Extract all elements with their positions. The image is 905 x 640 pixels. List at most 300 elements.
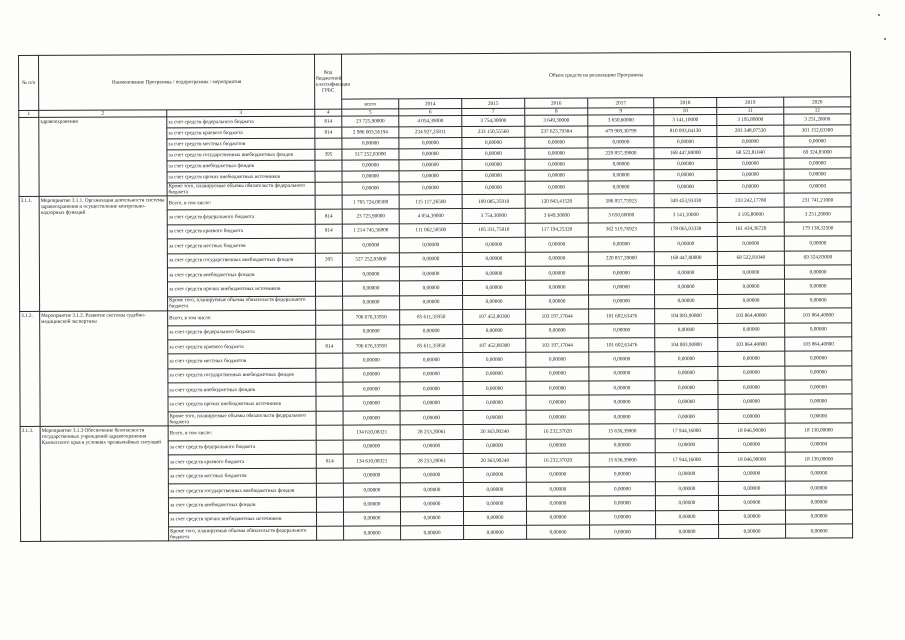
header-year: 2017 [588, 98, 654, 108]
value-year: 233 242,17780 [717, 193, 784, 208]
funding-source: за счет средств государственных внебюджетных фондов [167, 253, 315, 268]
value-year: 69 324,83000 [784, 250, 851, 265]
value-year: 0,00000 [717, 180, 784, 193]
value-year: 105 331,75910 [462, 223, 525, 238]
header-year: 2014 [399, 99, 462, 109]
item-name: Мероприятие 3.1.3 Обеспечение безопасности государственных учреждений здравоохранения Камчатского края в условиях чрезвычайных ситуаций [40, 426, 169, 542]
value-year: 0,00000 [785, 495, 852, 510]
value-year: 0,00000 [588, 137, 654, 148]
value-year: 0,00000 [589, 294, 655, 309]
value-year: 0,00000 [526, 410, 589, 425]
funding-source: за счет средств местных бюджетов [167, 138, 315, 150]
value-year: 0,00000 [463, 468, 526, 483]
value-total: 706 676,33950 [343, 339, 400, 354]
value-year: 0,00000 [526, 496, 589, 511]
value-year: 0,00000 [400, 396, 463, 411]
funding-source: Кроме того, планируемые объемы обязательств федерального бюджета [169, 526, 317, 541]
grbs-code [316, 382, 343, 397]
funding-source: за счет средств внебюджетных фондов [168, 497, 316, 512]
value-year: 104 083,90800 [655, 309, 718, 324]
grbs-code [316, 368, 343, 383]
value-total: 0,00000 [343, 382, 400, 397]
value-year: 810 093,04130 [654, 125, 717, 136]
funding-source: за счет средств прочих внебюджетных источников [168, 397, 316, 412]
value-year: 0,00000 [589, 467, 655, 482]
value-year: 161 434,36720 [717, 222, 784, 237]
value-year: 0,00000 [399, 138, 462, 149]
value-year: 17 944,16000 [655, 424, 718, 439]
value-year: 0,00000 [463, 324, 526, 339]
value-year: 0,00000 [462, 148, 525, 159]
value-year: 0,00000 [717, 169, 784, 180]
scan-speck [884, 38, 886, 40]
value-year: 0,00000 [654, 158, 717, 169]
grbs-code: 814 [316, 454, 343, 469]
value-total: 1 765 724,00300 [342, 195, 399, 210]
funding-source: за счет средств государственных внебюджетных фондов [167, 149, 315, 161]
value-total: 0,00000 [343, 368, 400, 383]
value-year: 0,00000 [464, 525, 527, 540]
value-year: 0,00000 [463, 496, 526, 511]
value-total: 0,00000 [343, 296, 400, 311]
value-year: 0,00000 [718, 280, 785, 295]
value-year: 0,00000 [589, 496, 655, 511]
value-year: 0,00000 [463, 482, 526, 497]
value-year: 0,00000 [784, 169, 851, 180]
index-cell: 12 [784, 107, 851, 114]
funding-source: за счет средств краевого бюджета [167, 127, 315, 139]
value-year: 0,00000 [655, 280, 718, 295]
value-year: 0,00000 [655, 366, 718, 381]
value-year: 103 864,40800 [785, 337, 852, 352]
grbs-code [315, 171, 342, 182]
value-year: 120 843,41520 [525, 194, 588, 209]
index-cell: 1 [19, 110, 39, 117]
value-total: 517 252,83000 [342, 149, 399, 160]
value-year: 0,00000 [462, 137, 525, 148]
grbs-code [316, 325, 343, 340]
value-year: 0,00000 [589, 352, 655, 367]
value-year: 231 741,21000 [784, 193, 851, 208]
grbs-code: 814 [315, 116, 342, 127]
grbs-code [317, 526, 344, 541]
value-year: 68 522,81040 [717, 147, 784, 158]
grbs-code [316, 281, 343, 296]
value-year: 0,00000 [784, 236, 851, 251]
value-year: 0,00000 [399, 252, 462, 267]
value-year: 237 623,79384 [525, 126, 588, 137]
value-year: 3 251,20000 [784, 207, 851, 222]
value-year: 101 602,63476 [589, 309, 655, 324]
value-total: 0,00000 [343, 396, 400, 411]
value-year: 0,00000 [526, 352, 589, 367]
value-year: 0,00000 [525, 148, 588, 159]
funding-source: Всего, в том числе: [167, 195, 315, 210]
value-year: 0,00000 [462, 159, 525, 170]
value-year: 0,00000 [401, 526, 464, 541]
value-year: 0,00000 [718, 481, 785, 496]
value-year: 85 611,35950 [400, 310, 463, 325]
funding-source: за счет средств государственных внебюджетных фондов [168, 483, 316, 498]
value-total: 0,00000 [342, 238, 399, 253]
value-year: 0,00000 [785, 279, 852, 294]
value-total: 0,00000 [344, 526, 401, 541]
value-year: 0,00000 [785, 380, 852, 395]
value-year: 0,00000 [464, 511, 527, 526]
value-total: 0,00000 [343, 353, 400, 368]
value-year: 0,00000 [526, 439, 589, 454]
value-year: 0,00000 [400, 281, 463, 296]
value-year: 0,00000 [655, 438, 718, 453]
header-code: Код бюджетной классификации ГРБС [315, 54, 342, 109]
value-total: 706 676,33950 [343, 310, 400, 325]
value-year: 0,00000 [589, 410, 655, 425]
value-year: 0,00000 [655, 395, 718, 410]
value-year: 0,00000 [526, 467, 589, 482]
value-total: 134 610,08321 [343, 454, 400, 469]
budget-table [18, 51, 853, 542]
value-year: 0,00000 [462, 181, 525, 194]
value-year: 0,00000 [588, 170, 654, 181]
funding-source: за счет средств краевого бюджета [168, 454, 316, 469]
value-year: 0,00000 [718, 438, 785, 453]
value-year: 107 452,80300 [463, 309, 526, 324]
value-year: 0,00000 [463, 381, 526, 396]
value-year: 0,00000 [718, 395, 785, 410]
value-year: 0,00000 [526, 395, 589, 410]
header-num: № п/п [19, 55, 39, 110]
value-year: 233 150,55560 [462, 126, 525, 137]
value-total: 0,00000 [343, 324, 400, 339]
grbs-code [316, 425, 343, 440]
value-year: 69 324,83000 [784, 147, 851, 158]
value-year: 0,00000 [718, 351, 785, 366]
value-year: 20 363,90240 [463, 425, 526, 440]
value-year: 28 253,20061 [400, 454, 463, 469]
table-body [19, 114, 853, 542]
funding-source: за счет средств краевого бюджета [168, 339, 316, 354]
value-year: 3 650,60000 [588, 115, 654, 126]
index-cell: 6 [399, 109, 462, 116]
value-year: 0,00000 [462, 170, 525, 181]
value-year: 0,00000 [400, 410, 463, 425]
value-year: 168 447,80000 [654, 251, 717, 266]
item-number [19, 117, 39, 196]
value-year: 0,00000 [526, 324, 589, 339]
value-year: 0,00000 [717, 265, 784, 280]
value-year: 15 636,39000 [589, 453, 655, 468]
value-total: 1 214 745,56800 [342, 224, 399, 239]
value-year: 0,00000 [462, 266, 525, 281]
value-year: 3 195,80000 [717, 114, 784, 125]
value-total: 527 252,83000 [342, 252, 399, 267]
value-year: 0,00000 [400, 295, 463, 310]
funding-source: за счет средств федерального бюджета [168, 440, 316, 455]
grbs-code [315, 182, 342, 195]
value-year: 0,00000 [590, 525, 656, 540]
value-year: 0,00000 [786, 524, 853, 539]
value-year: 0,00000 [525, 266, 588, 281]
value-year: 3 251,20000 [784, 114, 851, 125]
value-year: 103 864,40800 [718, 308, 785, 323]
value-year: 0,00000 [399, 149, 462, 160]
value-total: 0,00000 [343, 439, 400, 454]
grbs-code [316, 397, 343, 412]
value-year: 0,00000 [784, 136, 851, 147]
value-year: 0,00000 [785, 351, 852, 366]
value-year: 16 232,37020 [526, 424, 589, 439]
index-cell: 3 [167, 109, 315, 117]
value-year: 0,00000 [525, 181, 588, 194]
value-year: 18 046,90000 [718, 423, 785, 438]
funding-source: за счет средств прочих внебюджетных источников [168, 512, 316, 527]
value-year: 3 195,80000 [717, 208, 784, 223]
grbs-code: 814 [316, 339, 343, 354]
value-year: 0,00000 [525, 159, 588, 170]
value-year: 0,00000 [655, 496, 718, 511]
grbs-code: 395 [315, 253, 342, 268]
value-year: 107 452,80300 [463, 338, 526, 353]
value-year: 0,00000 [588, 181, 654, 194]
value-year: 0,00000 [588, 237, 654, 252]
funding-source: за счет средств внебюджетных фондов [167, 160, 315, 172]
value-year: 0,00000 [718, 366, 785, 381]
header-year: 2016 [525, 98, 588, 108]
value-year: 234 927,25811 [399, 127, 462, 138]
value-year: 0,00000 [717, 136, 784, 147]
funding-source: за счет средств местных бюджетов [168, 354, 316, 369]
index-cell: 10 [654, 107, 717, 114]
value-total: 23 725,90000 [342, 116, 399, 127]
value-year: 3 649,30000 [525, 208, 588, 223]
value-year: 0,00000 [526, 295, 589, 310]
funding-source: Всего, в том числе: [168, 425, 316, 440]
value-year: 0,00000 [590, 510, 656, 525]
grbs-code: 814 [315, 224, 342, 239]
value-year: 0,00000 [655, 409, 718, 424]
value-total: 0,00000 [342, 171, 399, 182]
value-year: 0,00000 [462, 237, 525, 252]
value-year: 0,00000 [719, 524, 786, 539]
value-year: 0,00000 [400, 468, 463, 483]
grbs-code [316, 411, 343, 426]
value-year: 0,00000 [655, 467, 718, 482]
value-total: 0,00000 [342, 160, 399, 171]
value-year: 109 085,35910 [462, 194, 525, 209]
value-year: 0,00000 [785, 394, 852, 409]
table-header [19, 52, 851, 118]
funding-source: за счет средств местных бюджетов [168, 469, 316, 484]
value-year: 0,00000 [399, 160, 462, 171]
value-year: 0,00000 [655, 352, 718, 367]
value-year: 0,00000 [654, 265, 717, 280]
scan-speck [878, 14, 880, 16]
value-year: 0,00000 [589, 323, 655, 338]
value-year: 0,00000 [656, 510, 719, 525]
value-year: 0,00000 [400, 367, 463, 382]
funding-source: за счет средств федерального бюджета [167, 210, 315, 225]
value-total: 23 725,90000 [342, 209, 399, 224]
value-year: 0,00000 [463, 367, 526, 382]
value-year: 0,00000 [784, 180, 851, 193]
value-year: 0,00000 [525, 237, 588, 252]
value-year: 0,00000 [589, 280, 655, 295]
item-number: 3.1.2. [20, 312, 41, 427]
header-year: 2020 [784, 97, 851, 107]
value-year: 0,00000 [463, 353, 526, 368]
value-year: 0,00000 [718, 409, 785, 424]
value-year: 17 944,16000 [655, 452, 718, 467]
grbs-code [317, 512, 344, 527]
item-name: Мероприятие 3.1.1. Организация деятельности системы здравоохранения и осуществление контрольно-надзорных функций [39, 196, 168, 312]
value-year: 103 864,40800 [718, 337, 785, 352]
value-year: 0,00000 [588, 266, 654, 281]
value-year: 28 253,20061 [400, 425, 463, 440]
value-year: 0,00000 [784, 265, 851, 280]
value-year: 0,00000 [785, 366, 852, 381]
value-year: 101 602,63476 [589, 338, 655, 353]
funding-source: за счет средств местных бюджетов [167, 238, 315, 253]
grbs-code [316, 310, 343, 325]
value-year: 0,00000 [785, 466, 852, 481]
value-year: 0,00000 [463, 281, 526, 296]
value-year: 220 857,39000 [588, 148, 654, 159]
value-year: 349 453,93330 [654, 193, 717, 208]
value-year: 3 649,30000 [525, 115, 588, 126]
grbs-code [315, 138, 342, 149]
value-year: 3 141,10000 [654, 208, 717, 223]
index-cell: 2 [39, 110, 167, 118]
value-year: 3 141,10000 [654, 114, 717, 125]
index-cell: 7 [462, 108, 525, 115]
value-year: 0,00000 [525, 137, 588, 148]
funding-source: Кроме того, планируемые объемы обязательств федерального бюджета [168, 296, 316, 311]
value-year: 0,00000 [589, 482, 655, 497]
value-year: 0,00000 [655, 294, 718, 309]
header-funding: Объем средств на реализацию Программы [342, 52, 851, 99]
value-total: 0,00000 [343, 483, 400, 498]
value-year: 0,00000 [654, 237, 717, 252]
value-year: 0,00000 [786, 509, 853, 524]
value-total: 0,00000 [342, 138, 399, 149]
value-year: 0,00000 [399, 238, 462, 253]
value-year: 0,00000 [400, 353, 463, 368]
value-year: 0,00000 [655, 381, 718, 396]
index-cell: 11 [717, 107, 784, 114]
grbs-code [316, 483, 343, 498]
value-total: 0,00000 [342, 182, 399, 195]
value-year: 283 348,07530 [717, 125, 784, 136]
value-year: 4 054,39000 [399, 209, 462, 224]
value-year: 3 650,60000 [588, 208, 654, 223]
index-cell: 5 [342, 109, 399, 116]
funding-source: за счет средств внебюджетных фондов [168, 382, 316, 397]
funding-source: Всего, в том числе: [168, 310, 316, 325]
funding-source: за счет средств внебюджетных фондов [167, 267, 315, 282]
value-total: 0,00000 [344, 511, 401, 526]
grbs-code [315, 160, 342, 171]
funding-source: за счет средств краевого бюджета [167, 224, 315, 239]
value-year: 0,00000 [719, 510, 786, 525]
value-year: 0,00000 [589, 438, 655, 453]
value-year: 0,00000 [718, 294, 785, 309]
value-year: 178 065,03330 [654, 222, 717, 237]
index-cell: 8 [525, 108, 588, 115]
value-year: 0,00000 [526, 482, 589, 497]
value-year: 0,00000 [400, 439, 463, 454]
header-year: 2015 [462, 98, 525, 108]
value-year: 0,00000 [463, 295, 526, 310]
header-year: 2018 [654, 97, 717, 107]
grbs-code [316, 296, 343, 311]
value-year: 3 754,30000 [462, 115, 525, 126]
value-year: 479 969,30799 [588, 126, 654, 137]
value-year: 301 152,63300 [784, 125, 851, 136]
value-year: 16 232,37020 [526, 453, 589, 468]
value-total: 0,00000 [343, 497, 400, 512]
value-year: 179 138,32500 [784, 222, 851, 237]
value-year: 0,00000 [718, 495, 785, 510]
value-year: 111 062,50500 [399, 223, 462, 238]
value-year: 0,00000 [656, 524, 719, 539]
value-total: 0,00000 [343, 411, 400, 426]
value-year: 104 083,90800 [655, 337, 718, 352]
item-name: здравоохранения [39, 117, 167, 197]
value-year: 0,00000 [399, 171, 462, 182]
value-year: 0,00000 [400, 324, 463, 339]
value-year: 0,00000 [785, 438, 852, 453]
item-number: 3.1.1. [19, 196, 40, 311]
value-year: 0,00000 [589, 366, 655, 381]
value-year: 103 197,17044 [526, 309, 589, 324]
value-year: 0,00000 [588, 159, 654, 170]
value-year: 0,00000 [401, 511, 464, 526]
value-year: 0,00000 [526, 280, 589, 295]
value-year: 103 197,17044 [526, 338, 589, 353]
index-cell: 4 [315, 109, 342, 116]
value-year: 168 447,80000 [654, 147, 717, 158]
value-year: 0,00000 [654, 180, 717, 193]
value-total: 0,00000 [343, 468, 400, 483]
value-year: 18 130,00000 [785, 452, 852, 467]
value-year: 0,00000 [718, 380, 785, 395]
value-total: 0,00000 [343, 281, 400, 296]
funding-source: за счет средств федерального бюджета [167, 116, 315, 128]
value-year: 0,00000 [525, 252, 588, 267]
value-year: 117 194,25320 [525, 223, 588, 238]
grbs-code [315, 267, 342, 282]
header-total: всего [342, 99, 399, 109]
value-year: 586 057,75923 [588, 194, 654, 209]
funding-source: за счет средств федерального бюджета [168, 325, 316, 340]
value-year: 0,00000 [655, 323, 718, 338]
value-year: 0,00000 [462, 252, 525, 267]
value-year: 85 611,35950 [400, 338, 463, 353]
value-year: 0,00000 [399, 182, 462, 195]
value-year: 0,00000 [527, 525, 590, 540]
grbs-code [316, 497, 343, 512]
value-year: 68 522,81040 [717, 251, 784, 266]
value-year: 0,00000 [717, 158, 784, 169]
value-year: 18 046,90000 [718, 452, 785, 467]
value-year: 0,00000 [526, 367, 589, 382]
grbs-code: 814 [315, 209, 342, 224]
value-year: 0,00000 [463, 439, 526, 454]
funding-source: Кроме того, планируемые объемы обязательств федерального бюджета [168, 411, 316, 426]
value-total: 0,00000 [342, 267, 399, 282]
value-year: 0,00000 [400, 382, 463, 397]
value-year: 0,00000 [655, 481, 718, 496]
